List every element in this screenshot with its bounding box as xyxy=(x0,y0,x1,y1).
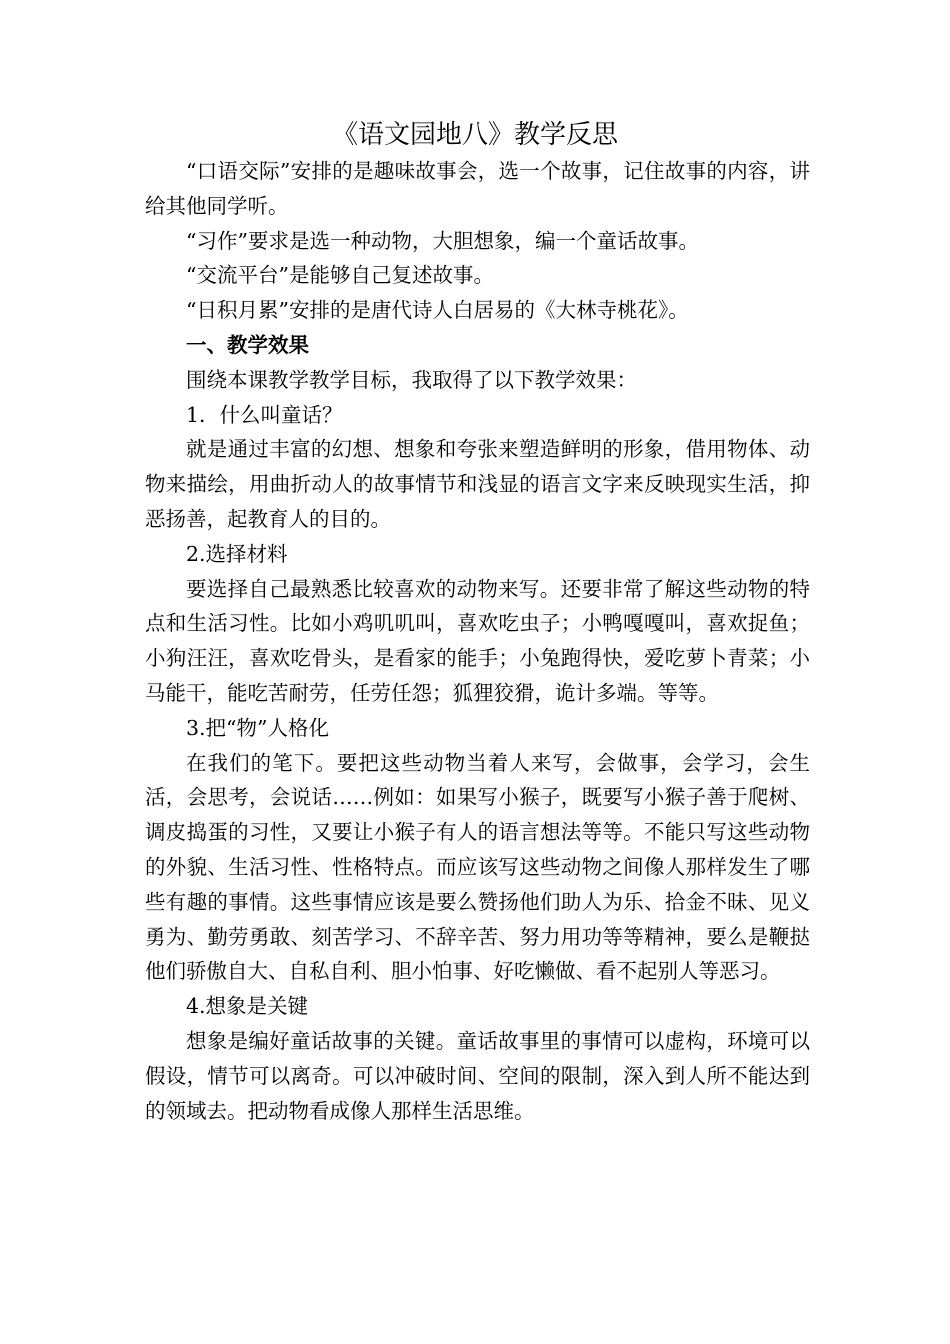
section-heading-teaching-effect: 一、教学效果 xyxy=(186,332,309,357)
paragraph-personification: 在我们的笔下。要把这些动物当着人来写，会做事，会学习，会生活，会思考，会说话……例如：如果写小猴子，既要写小猴子善于爬树、调皮捣蛋的习性，又要让小猴子有人的语言想法等等。不能只写这些动物的外貌、生活习性、性格特点。而应该写这些动物之间像人那样发生了哪些有趣的事情。这些事情应该是要么赞扬他们助人为乐、拾金不昧、见义勇为、勤劳勇敢、刻苦学习、不辞辛苦、努力用功等等精神，要么是鞭挞他们骄傲自大、自私自利、胆小怕事、好吃懒做、看不起别人等恶习。 xyxy=(145,750,810,984)
paragraph-intro: 围绕本课教学教学目标，我取得了以下教学效果： xyxy=(186,367,637,392)
document-body xyxy=(145,154,810,1128)
paragraph-exchange-platform: “交流平台”是能够自己复述故事。 xyxy=(186,263,494,288)
document-title: 《语文园地八》教学反思 xyxy=(331,120,618,150)
paragraph-fairy-tale-definition: 就是通过丰富的幻想、想象和夸张来塑造鲜明的形象，借用物体、动物来描绘，用曲折动人的故事情节和浅显的语言文字来反映现实生活，抑恶扬善，起教育人的目的。 xyxy=(145,437,810,531)
paragraph-choose-material: 要选择自己最熟悉比较喜欢的动物来写。还要非常了解这些动物的特点和生活习性。比如小鸡叽叽叫，喜欢吃虫子；小鸭嘎嘎叫，喜欢捉鱼；小狗汪汪，喜欢吃骨头，是看家的能手；小兔跑得快，爱吃萝卜青菜；小马能干，能吃苦耐劳，任劳任怨；狐狸狡猾，诡计多端。等等。 xyxy=(145,576,810,705)
paragraph-writing: “习作”要求是选一种动物，大胆想象，编一个童话故事。 xyxy=(186,228,699,253)
paragraph-imagination: 想象是编好童话故事的关键。童话故事里的事情可以虚构，环境可以假设，情节可以离奇。可以冲破时间、空间的限制，深入到人所不能达到的领域去。把动物看成像人那样生活思维。 xyxy=(145,1028,810,1123)
subheading-choose-material: 2.选择材料 xyxy=(186,541,288,566)
paragraph-daily-accumulation: “日积月累”安排的是唐代诗人白居易的《大林寺桃花》。 xyxy=(186,298,689,323)
subheading-what-is-fairy-tale: 1．什么叫童话？ xyxy=(186,402,343,427)
paragraph-oral-communication: “口语交际”安排的是趣味故事会，选一个故事，记住故事的内容，讲给其他同学听。 xyxy=(145,159,810,218)
subheading-imagination: 4.想象是关键 xyxy=(186,994,309,1019)
subheading-personification: 3.把“物”人格化 xyxy=(186,715,330,740)
